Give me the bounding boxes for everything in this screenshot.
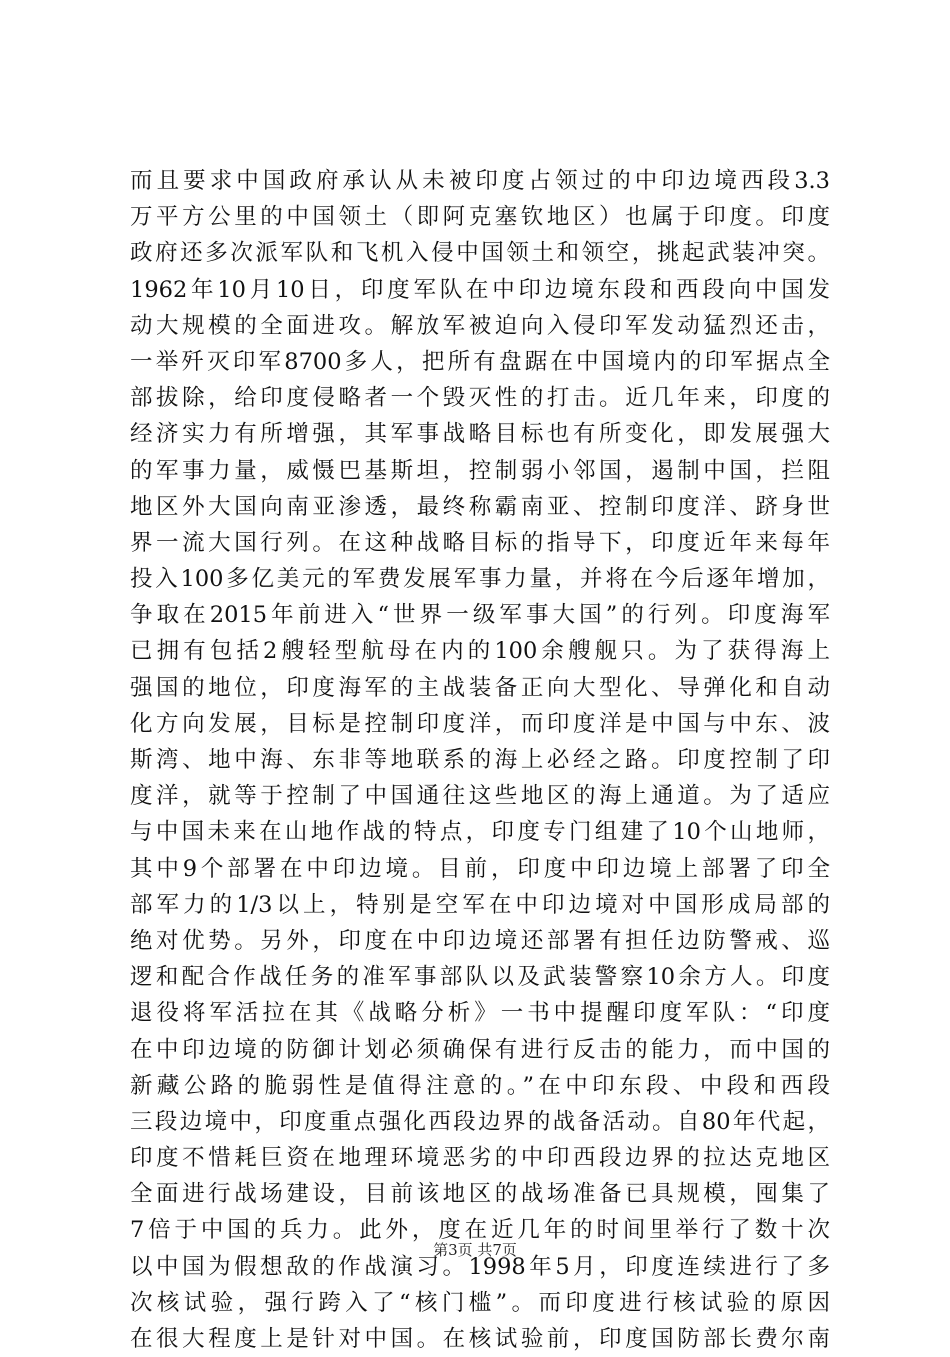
text-line: 争取在2015年前进入“世界一级军事大国”的行列。印度海军	[130, 602, 830, 629]
text-line: 绝对优势。另外，印度在中印边境还部署有担任边防警戒、巡	[130, 927, 830, 954]
text-line: 而且要求中国政府承认从未被印度占领过的中印边境西段3.3	[130, 168, 830, 194]
text-line: 在很大程度上是针对中国。在核试验前，印度国防部长费尔南	[130, 1326, 830, 1352]
text-line: 动大规模的全面进攻。解放军被迫向入侵印军发动猛烈还击，	[130, 312, 830, 339]
text-line: 万平方公里的中国领土（即阿克塞钦地区）也属于印度。印度	[130, 204, 830, 231]
text-line: 化方向发展，目标是控制印度洋，而印度洋是中国与中东、波	[130, 710, 830, 737]
text-line: 三段边境中，印度重点强化西段边界的战备活动。自80年代起，	[130, 1108, 830, 1135]
text-line: 印度不惜耗巨资在地理环境恶劣的中印西段边界的拉达克地区	[130, 1145, 830, 1172]
text-line: 已拥有包括2艘轻型航母在内的100余艘舰只。为了获得海上	[130, 638, 830, 665]
text-line: 其中9个部署在中印边境。目前，印度中印边境上部署了印全	[130, 855, 830, 882]
text-line: 新藏公路的脆弱性是值得注意的。”在中印东段、中段和西段	[130, 1072, 830, 1099]
text-line: 部拔除，给印度侵略者一个毁灭性的打击。近几年来，印度的	[130, 385, 830, 412]
body-text	[130, 163, 830, 1357]
text-line: 一举歼灭印军8700多人，把所有盘踞在中国境内的印军据点全	[130, 348, 830, 375]
text-line: 地区外大国向南亚渗透，最终称霸南亚、控制印度洋、跻身世	[130, 493, 830, 520]
text-line: 以中国为假想敌的作战演习。1998年5月，印度连续进行了多	[130, 1253, 830, 1280]
page-footer: 第3页 共7页	[433, 1241, 517, 1259]
text-line: 投入100多亿美元的军费发展军事力量，并将在今后逐年增加，	[130, 566, 830, 593]
text-line: 退役将军活拉在其《战略分析》一书中提醒印度军队：“印度	[130, 1000, 830, 1027]
text-line: 强国的地位，印度海军的主战装备正向大型化、导弹化和自动	[130, 674, 830, 701]
text-line: 经济实力有所增强，其军事战略目标也有所变化，即发展强大	[130, 421, 830, 448]
text-line: 的军事力量，威慑巴基斯坦，控制弱小邻国，遏制中国，拦阻	[130, 457, 830, 484]
text-line: 政府还多次派军队和飞机入侵中国领土和领空，挑起武装冲突。	[130, 240, 830, 267]
text-line: 界一流大国行列。在这种战略目标的指导下，印度近年来每年	[130, 529, 830, 556]
text-line: 度洋，就等于控制了中国通往这些地区的海上通道。为了适应	[130, 783, 830, 810]
text-line: 7倍于中国的兵力。此外，度在近几年的时间里举行了数十次	[130, 1217, 830, 1244]
text-line: 斯湾、地中海、东非等地联系的海上必经之路。印度控制了印	[130, 747, 830, 773]
text-line: 与中国未来在山地作战的特点，印度专门组建了10个山地师，	[130, 819, 830, 846]
text-line: 在中印边境的防御计划必须确保有进行反击的能力，而中国的	[130, 1036, 830, 1063]
text-line: 全面进行战场建设，目前该地区的战场准备已具规模，囤集了	[130, 1181, 830, 1208]
text-line: 部军力的1/3以上，特别是空军在中印边境对中国形成局部的	[130, 891, 830, 918]
text-line: 次核试验，强行跨入了“核门槛”。而印度进行核试验的原因	[130, 1289, 830, 1316]
text-line: 1962年10月10日，印度军队在中印边境东段和西段向中国发	[130, 276, 830, 303]
text-line: 逻和配合作战任务的准军事部队以及武装警察10余方人。印度	[130, 964, 830, 991]
